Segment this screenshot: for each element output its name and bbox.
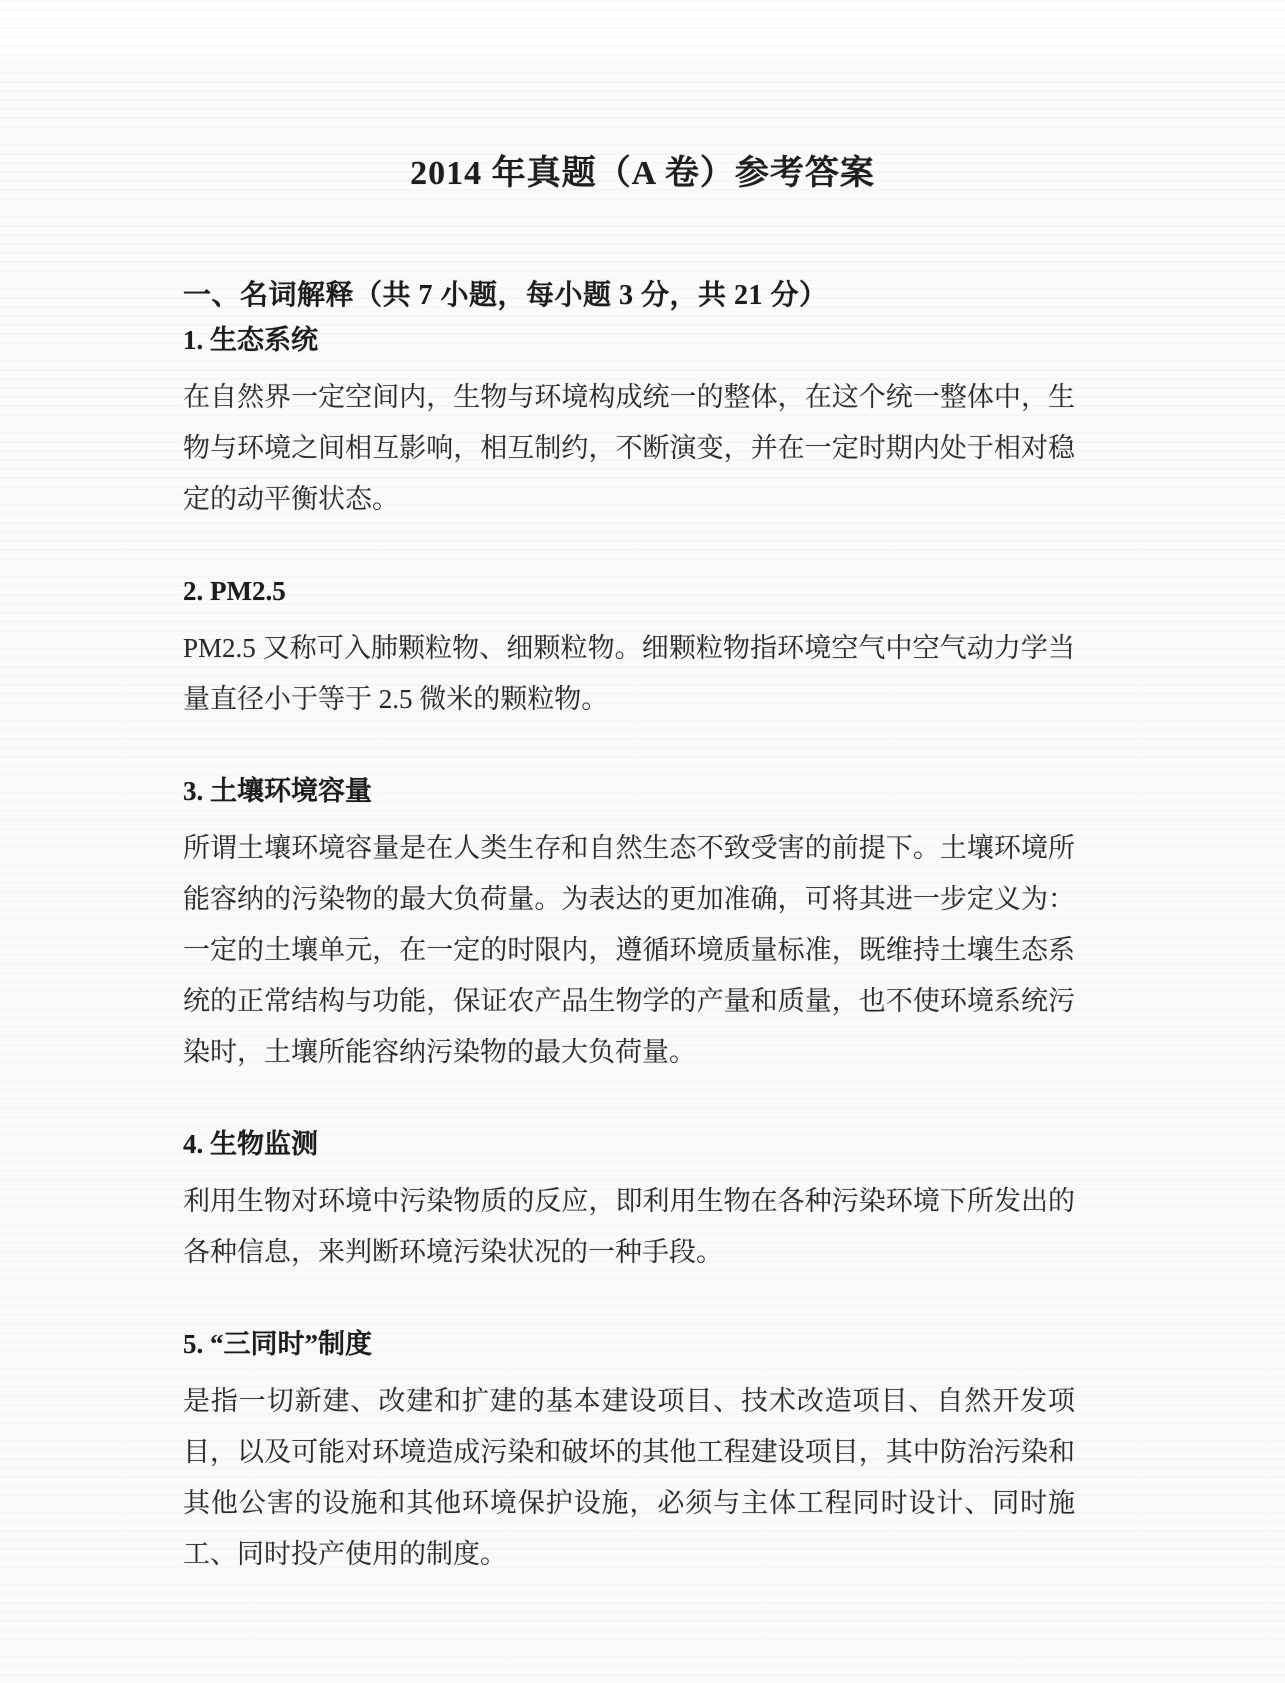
term-heading-4: 4. 生物监测 [183, 1129, 318, 1159]
term-item-4 [183, 1124, 1075, 1278]
section-heading-definitions: 一、名词解释（共 7 小题，每小题 3 分，共 21 分） [183, 280, 828, 311]
term-heading-5: 5. “三同时”制度 [183, 1329, 372, 1359]
definition-text-1: 在自然界一定空间内，生物与环境构成统一的整体，在这个统一整体中，生物与环境之间相互影响，相互制约，不断演变，并在一定时期内处于相对稳定的动平衡状态。 [183, 382, 1075, 514]
page-title: 2014 年真题（A 卷）参考答案 [410, 155, 875, 192]
term-item-2 [183, 571, 1075, 725]
term-item-1 [183, 320, 1075, 525]
definition-text-4: 利用生物对环境中污染物质的反应，即利用生物在各种污染环境下所发出的各种信息，来判断环境污染状况的一种手段。 [183, 1186, 1075, 1267]
definition-text-3: 所谓土壤环境容量是在人类生存和自然生态不致受害的前提下。土壤环境所能容纳的污染物的最大负荷量。为表达的更加准确，可将其进一步定义为：一定的土壤单元，在一定的时限内，遵循环境质量标准，既维持土壤生态系统的正常结构与功能，保证农产品生物学的产量和质量，也不使环境系统污染时，土壤所能容纳污染物的最大负荷量。 [183, 833, 1075, 1067]
term-heading-3: 3. 土壤环境容量 [183, 776, 372, 806]
definition-text-5: 是指一切新建、改建和扩建的基本建设项目、技术改造项目、自然开发项目，以及可能对环境造成污染和破坏的其他工程建设项目，其中防治污染和其他公害的设施和其他环境保护设施，必须与主体工程同时设计、同时施工、同时投产使用的制度。 [183, 1386, 1075, 1569]
term-item-3 [183, 771, 1075, 1078]
term-item-5 [183, 1324, 1075, 1580]
term-heading-1: 1. 生态系统 [183, 325, 318, 355]
definition-text-2: PM2.5 又称可入肺颗粒物、细颗粒物。细颗粒物指环境空气中空气动力学当量直径小于等于 2.5 微米的颗粒物。 [183, 633, 1075, 714]
document-body [183, 276, 1075, 1580]
term-heading-2: 2. PM2.5 [183, 576, 286, 606]
